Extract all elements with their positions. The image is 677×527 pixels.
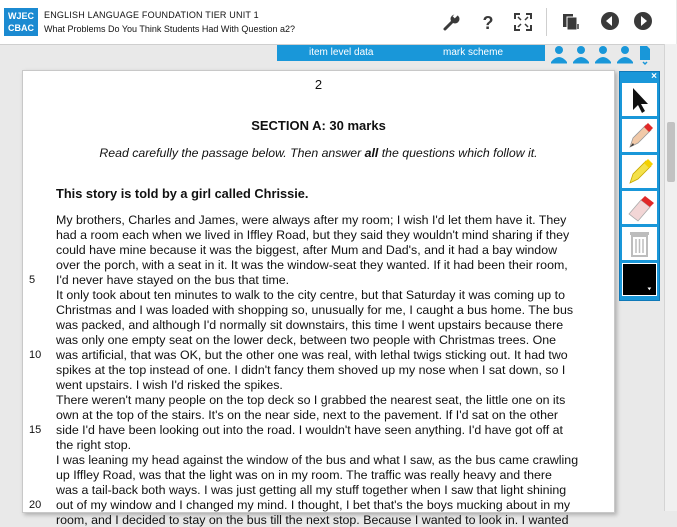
passage-line: was packed, and although I'd normally sit downstairs, this time I went upstairs because there xyxy=(56,318,564,332)
passage-line: My brothers, Charles and James, were always after my room; I wish I'd let them have it. They xyxy=(56,213,567,227)
line-number: 20 xyxy=(29,499,42,511)
passage-line: Christmas and I was loaded with shopping so, unusually for me, I caught a bus home. The bus xyxy=(56,303,574,317)
passage-line: out of my window and I changed my mind. I thought, I bet that's the boys mucking about in my xyxy=(56,498,571,512)
document-icon[interactable] xyxy=(636,45,654,65)
vertical-scrollbar[interactable] xyxy=(664,44,677,511)
passage-line: could have mine because it was the biggest, after Mum and Dad's, and it had a bay window xyxy=(56,243,558,257)
close-palette-button[interactable]: × xyxy=(651,71,657,82)
page-subtitle: What Problems Do You Think Students Had With Question a2? xyxy=(44,24,295,34)
passage-line: had a room each when we lived in Iffley Road, but they said they wouldn't mind sharing if they xyxy=(56,228,570,242)
passage-line: was only one empty seat on the lower deck, between two people with Christmas trees. One xyxy=(56,333,557,347)
passage-line: was a tail-back both ways. I was just getting all my stuff together when I saw that light shining xyxy=(56,483,567,497)
annotation-tool-palette xyxy=(619,71,660,301)
passage-line: I'd never have stayed on the bus that time. xyxy=(56,273,290,287)
story-title: This story is told by a girl called Chrissie. xyxy=(56,186,309,201)
passage-line: side I'd have been looking out into the road. I wouldn't have seen anything. I'd have got off at xyxy=(56,423,563,437)
red-pen-tool[interactable] xyxy=(622,119,657,152)
highlighter-tool[interactable] xyxy=(622,155,657,188)
highlighter-tool-icon xyxy=(622,155,657,188)
wjec-logo xyxy=(4,8,38,36)
logo-line2: CBAC xyxy=(8,23,34,33)
passage-line: over the porch, with a seat in it. It was the window-seat they wanted. If it had been their room, xyxy=(56,258,568,272)
top-bar xyxy=(0,0,676,45)
passage-line: room, and I decided to stay on the bus till the next stop. Because I wanted to look in. I wanted xyxy=(56,513,569,527)
section-heading: SECTION A: 30 marks xyxy=(251,118,386,133)
passage-line: It only took about ten minutes to walk to the city centre, but that Saturday it was coming up to xyxy=(56,288,565,302)
passage-line: spikes at the top instead of one. I didn't fancy them shoved up my nose when I sat down, so I xyxy=(56,363,566,377)
tab-mark-scheme[interactable]: mark scheme xyxy=(443,47,504,58)
passage-line: was artificial, that was OK, but the other one was real, with lethal twigs sticking out. It had two xyxy=(56,348,568,362)
passage-line: own at the top of the stairs. It's on the near side, next to the pavement. If I'd sat on the other xyxy=(56,408,559,422)
toolbar-divider xyxy=(546,8,547,36)
instruction-text: Read carefully the passage below. Then answer all the questions which follow it. xyxy=(99,146,538,160)
line-number: 10 xyxy=(29,349,42,361)
emphasis-word: all xyxy=(364,146,379,160)
tab-item-level-data[interactable]: item level data xyxy=(309,47,374,58)
data-tabs-bar xyxy=(277,45,545,61)
scrollbar-thumb[interactable] xyxy=(667,122,675,182)
page-title: ENGLISH LANGUAGE FOUNDATION TIER UNIT 1 xyxy=(44,10,259,20)
color-picker-icon xyxy=(623,264,656,295)
wrench-icon[interactable] xyxy=(442,12,462,32)
passage-line: up Iffley Road, was that the light was on in my room. The traffic was really heavy and there xyxy=(56,468,552,482)
line-number: 5 xyxy=(29,274,36,286)
user-icon[interactable] xyxy=(572,45,590,65)
previous-button[interactable] xyxy=(601,12,619,30)
pointer-tool[interactable] xyxy=(622,83,657,116)
previous-icon xyxy=(601,12,619,30)
logo-line1: WJEC xyxy=(7,11,34,21)
user-icon[interactable] xyxy=(550,45,568,65)
red-pen-tool-icon xyxy=(622,119,657,152)
passage-line: I was leaning my head against the window of the bus and what I saw, as the bus came crawling xyxy=(56,453,579,467)
help-icon[interactable] xyxy=(478,12,498,32)
page-number: 2 xyxy=(314,77,323,92)
next-icon xyxy=(634,12,652,30)
passage-line: the right stop. xyxy=(56,438,132,452)
fullscreen-icon[interactable] xyxy=(513,12,533,32)
user-icon[interactable] xyxy=(594,45,612,65)
copy-pages-icon[interactable] xyxy=(561,12,581,32)
color-picker[interactable] xyxy=(622,263,657,296)
next-button[interactable] xyxy=(634,12,652,30)
passage-line: went upstairs. I wish I'd risked the spikes. xyxy=(56,378,283,392)
user-icon[interactable] xyxy=(616,45,634,65)
line-number: 15 xyxy=(29,424,42,436)
passage-line: There weren't many people on the top deck so I grabbed the nearest seat, the little one on its xyxy=(56,393,566,407)
trash-icon xyxy=(622,227,657,260)
svg-text:?: ? xyxy=(482,13,494,33)
eraser-tool[interactable] xyxy=(622,191,657,224)
document-page xyxy=(22,70,615,527)
pointer-tool-icon xyxy=(622,83,657,116)
eraser-tool-icon xyxy=(622,191,657,224)
delete-tool[interactable] xyxy=(622,227,657,260)
